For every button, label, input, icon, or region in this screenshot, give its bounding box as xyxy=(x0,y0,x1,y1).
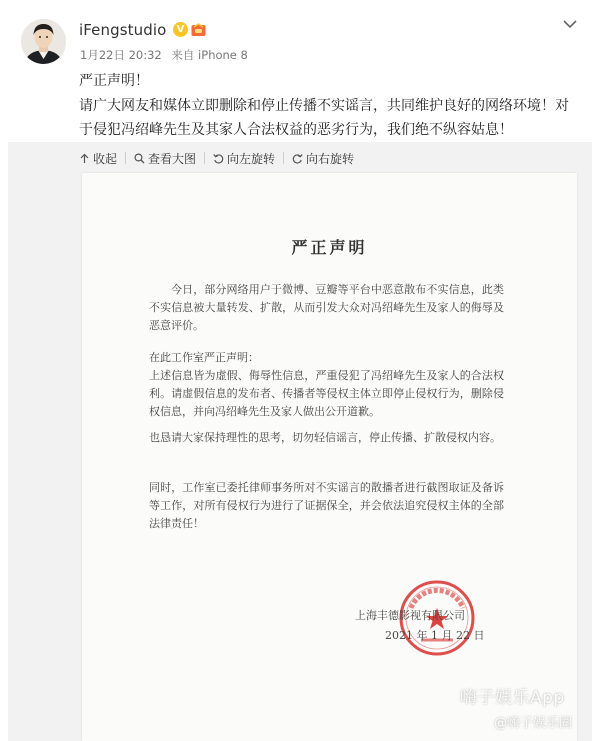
document-title: 严正声明 xyxy=(291,238,368,257)
document-paragraph: 也恳请大家保持理性的思考，切勿轻信谣言，停止传播、扩散侵权内容。 xyxy=(149,431,501,444)
rotate-right-icon xyxy=(292,153,303,164)
post-source: 来自 iPhone 8 xyxy=(171,48,248,62)
rotate-left-label: 向左旋转 xyxy=(227,151,276,166)
avatar[interactable] xyxy=(21,19,66,64)
document-paragraph: 今日，部分网络用户于微博、豆瓣等平台中恶意散布不实信息，此类不实信息被大量转发、扩散，从而引发大众对冯绍峰先生及家人的侮辱及恶意评价。 xyxy=(149,283,504,332)
badges xyxy=(173,22,206,37)
watermark-app: 嗨子娱乐App xyxy=(460,688,565,708)
verified-badge-icon[interactable]: V xyxy=(173,22,188,37)
view-large-label: 查看大图 xyxy=(148,151,197,166)
chevron-down-icon[interactable] xyxy=(562,17,578,31)
view-large-button[interactable] xyxy=(132,150,198,167)
post-title: 严正声明！ xyxy=(79,73,149,89)
post-time[interactable]: 1月22日 20:32 xyxy=(80,48,162,62)
document-date: 2021 年 1 月 22 日 xyxy=(385,629,485,642)
membership-badge-icon[interactable] xyxy=(191,23,206,37)
post-meta xyxy=(80,47,254,63)
rotate-right-label: 向右旋转 xyxy=(306,151,355,166)
rotate-left-button[interactable] xyxy=(211,150,277,167)
rotate-right-button[interactable] xyxy=(290,150,356,167)
rotate-left-icon xyxy=(213,153,224,164)
document-paragraph: 在此工作室严正声明： xyxy=(149,351,259,364)
collapse-button[interactable] xyxy=(77,150,119,167)
collapse-label: 收起 xyxy=(93,151,118,166)
image-toolbar xyxy=(77,148,356,168)
document-paragraph: 上述信息皆为虚假、侮辱性信息，严重侵犯了冯绍峰先生及家人的合法权利。请虚假信息的发布者、传播者等侵权主体立即停止侵权行为，删除侵权信息，并向冯绍峰先生及家人做出公开道歉。 xyxy=(149,369,504,418)
toolbar-divider xyxy=(204,152,205,164)
avatar-image xyxy=(21,19,66,64)
document-paragraph: 同时，工作室已委托律师事务所对不实谣言的散播者进行截图取证及备诉等工作，对所有侵权行为进行了证据保全，并会依法追究侵权主体的全部法律责任！ xyxy=(149,481,504,530)
username[interactable]: iFengstudio xyxy=(79,21,167,39)
toolbar-divider xyxy=(125,152,126,164)
search-icon xyxy=(134,153,145,164)
statement-document-image[interactable] xyxy=(82,173,577,741)
arrow-up-icon xyxy=(79,153,90,164)
watermark-account: @嗨子娱乐圈 xyxy=(494,716,573,731)
post-body: 请广大网友和媒体立即删除和停止传播不实谣言，共同维护良好的网络环境！对于侵犯冯绍峰先生及其家人合法权益的恶劣行为，我们绝不纵容姑息！ xyxy=(79,98,569,138)
toolbar-divider xyxy=(283,152,284,164)
document-company: 上海丰德影视有限公司 xyxy=(355,609,465,622)
